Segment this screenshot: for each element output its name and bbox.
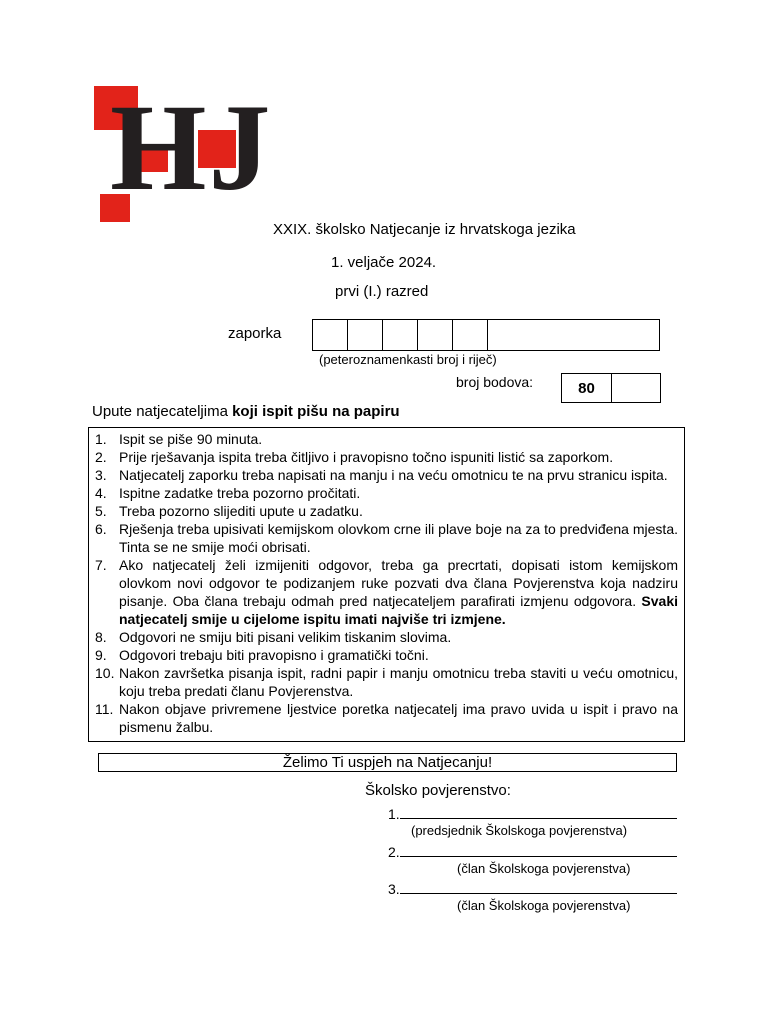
instructions-title xyxy=(92,403,400,420)
instruction-text-regular: Odgovori ne smiju biti pisani velikim tiskanim slovima. xyxy=(119,629,452,645)
instruction-number: 9. xyxy=(95,647,107,663)
points-max: 80 xyxy=(562,374,612,402)
instruction-text-regular: Ako natjecatelj želi izmijeniti odgovor, treba ga precrtati, dopisati istom kemijskom olovkom novi odgovor te podizanjem ruke pozvati dva člana Povjerenstva koja nadziru pisanje. Oba člana trebaju odmah pred natjecateljem parafirati izmjenu odgovora. xyxy=(119,557,678,609)
code-label: zaporka xyxy=(228,325,282,342)
instruction-item xyxy=(95,448,678,466)
instruction-text xyxy=(119,556,678,628)
signature-line-1[interactable] xyxy=(388,804,677,822)
code-digit-cell[interactable] xyxy=(453,320,488,350)
code-digit-cell[interactable] xyxy=(418,320,453,350)
signature-line-2[interactable] xyxy=(388,842,677,860)
competition-title: XXIX. školsko Natjecanje iz hrvatskoga jezika xyxy=(273,221,576,238)
instruction-text xyxy=(119,520,678,556)
signature-role: (predsjednik Školskoga povjerenstva) xyxy=(411,823,628,838)
instruction-item xyxy=(95,484,678,502)
instruction-number: 11. xyxy=(95,701,114,717)
instruction-item xyxy=(95,466,678,484)
instructions-list xyxy=(95,430,678,736)
points-box xyxy=(561,373,661,403)
instruction-number: 2. xyxy=(95,449,107,465)
instruction-text xyxy=(119,628,678,646)
instruction-number: 5. xyxy=(95,503,107,519)
signature-number: 3. xyxy=(388,881,400,897)
signature-field[interactable] xyxy=(400,842,677,857)
instruction-number: 1. xyxy=(95,431,107,447)
signature-role: (član Školskoga povjerenstva) xyxy=(457,861,631,876)
instruction-text-regular: Nakon završetka pisanja ispit, radni papir i manju omotnicu treba staviti u veću omotnicu, koju treba predati članu Povjerenstva. xyxy=(119,665,678,699)
code-digit-cell[interactable] xyxy=(383,320,418,350)
instruction-text-regular: Nakon objave privremene ljestvice poretka natjecatelj ima pravo uvida u ispit i pravo na pismenu žalbu. xyxy=(119,701,678,735)
code-word-cell[interactable] xyxy=(488,320,659,350)
instruction-text xyxy=(119,448,678,466)
instruction-item xyxy=(95,430,678,448)
logo-letters: HJ xyxy=(110,79,273,216)
instruction-item xyxy=(95,556,678,628)
instruction-number: 6. xyxy=(95,521,107,537)
points-score-field[interactable] xyxy=(612,374,660,402)
instruction-number: 4. xyxy=(95,485,107,501)
instruction-number: 8. xyxy=(95,629,107,645)
instruction-item xyxy=(95,664,678,700)
competition-date: 1. veljače 2024. xyxy=(331,254,437,271)
instruction-text-regular: Ispitne zadatke treba pozorno pročitati. xyxy=(119,485,361,501)
instruction-text xyxy=(119,664,678,700)
instruction-item xyxy=(95,646,678,664)
signature-line-3[interactable] xyxy=(388,879,677,897)
instruction-text xyxy=(119,502,678,520)
instruction-text-regular: Treba pozorno slijediti upute u zadatku. xyxy=(119,503,363,519)
instruction-text xyxy=(119,466,678,484)
competition-logo xyxy=(92,79,273,224)
code-digit-cell[interactable] xyxy=(348,320,383,350)
instruction-text-regular: Rješenja treba upisivati kemijskom olovkom crne ili plave boje na za to predviđena mjesta. Tinta se ne smije moći obrisati. xyxy=(119,521,678,555)
grade-label: prvi (I.) razred xyxy=(335,283,429,300)
instruction-text-bold: Svaki natjecatelj smije u cijelome ispitu imati najviše tri izmjene. xyxy=(119,593,678,627)
signature-field[interactable] xyxy=(400,804,677,819)
points-label: broj bodova: xyxy=(456,374,534,390)
instruction-text xyxy=(119,700,678,736)
signature-field[interactable] xyxy=(400,879,677,894)
signature-role: (član Školskoga povjerenstva) xyxy=(457,898,631,913)
signature-number: 2. xyxy=(388,844,400,860)
instructions-box xyxy=(88,427,685,742)
instruction-item xyxy=(95,520,678,556)
instruction-number: 3. xyxy=(95,467,107,483)
instruction-text-regular: Ispit se piše 90 minuta. xyxy=(119,431,263,447)
good-luck-banner: Želimo Ti uspjeh na Natjecanju! xyxy=(98,753,677,772)
signature-number: 1. xyxy=(388,806,400,822)
code-hint: (peteroznamenkasti broj i riječ) xyxy=(319,352,497,367)
instruction-text-regular: Prije rješavanja ispita treba čitljivo i pravopisno točno ispuniti listić sa zaporkom. xyxy=(119,449,614,465)
instruction-item xyxy=(95,502,678,520)
instruction-text-regular: Odgovori trebaju biti pravopisno i gramatički točni. xyxy=(119,647,429,663)
instructions-title-bold: koji ispit pišu na papiru xyxy=(232,403,400,420)
instruction-text xyxy=(119,646,678,664)
instruction-number: 10. xyxy=(95,665,115,681)
instruction-text xyxy=(119,430,678,448)
instruction-text xyxy=(119,484,678,502)
instructions-title-regular: Upute natjecateljima xyxy=(92,403,233,420)
instruction-item xyxy=(95,628,678,646)
code-digit-cell[interactable] xyxy=(313,320,348,350)
instruction-item xyxy=(95,700,678,736)
code-input-box[interactable] xyxy=(312,319,660,351)
instruction-text-regular: Natjecatelj zaporku treba napisati na manju i na veću omotnicu te na prvu stranicu ispita. xyxy=(119,467,668,483)
instruction-number: 7. xyxy=(95,557,107,573)
committee-title: Školsko povjerenstvo: xyxy=(365,782,511,799)
